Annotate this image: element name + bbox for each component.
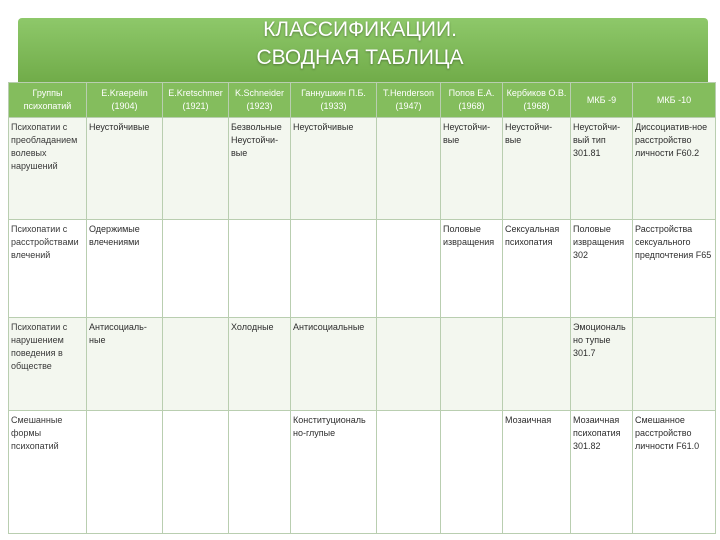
table-cell: Конституциональ но-глупые: [291, 410, 377, 533]
table-cell: Неустойчивые: [291, 118, 377, 220]
table-cell: [163, 410, 229, 533]
table-cell: [291, 220, 377, 317]
table-cell: [163, 317, 229, 410]
table-cell: Эмоциональ но тупые 301.7: [571, 317, 633, 410]
title-line-1: КЛАССИФИКАЦИИ.: [263, 18, 457, 41]
row-label: Смешанные формы психопатий: [9, 410, 87, 533]
table-cell: Неустойчивые: [87, 118, 163, 220]
table-cell: [163, 220, 229, 317]
table-row: [9, 220, 716, 317]
header-cell: K.Schneider (1923): [229, 83, 291, 118]
table-cell: [229, 220, 291, 317]
row-label: Психопатии с нарушением поведения в обществе: [9, 317, 87, 410]
header-cell: МКБ -10: [633, 83, 716, 118]
table-cell: Смешанное расстройство личности F61.0: [633, 410, 716, 533]
table-cell: Одержимые влечениями: [87, 220, 163, 317]
table-row: [9, 317, 716, 410]
table-cell: [163, 118, 229, 220]
table-row: [9, 410, 716, 533]
header-cell: T.Henderson (1947): [377, 83, 441, 118]
table-cell: Сексуальная психопатия: [503, 220, 571, 317]
page-title: [0, 16, 720, 72]
table-cell: Мозаичная: [503, 410, 571, 533]
table-cell: [377, 410, 441, 533]
header-cell: Попов Е.А. (1968): [441, 83, 503, 118]
table-cell: Неустойчи-вые: [503, 118, 571, 220]
table-cell: [441, 317, 503, 410]
header-cell: Кербиков О.В. (1968): [503, 83, 571, 118]
header-cell: Группы психопатий: [9, 83, 87, 118]
table-cell: Расстройства сексуального предпочтения F65: [633, 220, 716, 317]
table-cell: Диссоциатив-ное расстройство личности F60.2: [633, 118, 716, 220]
table-cell: Антисоциаль-ные: [87, 317, 163, 410]
table-cell: Половые извращения 302: [571, 220, 633, 317]
table-cell: Холодные: [229, 317, 291, 410]
table-cell: [503, 317, 571, 410]
table-cell: Антисоциальные: [291, 317, 377, 410]
table-cell: Неустойчи-вый тип 301.81: [571, 118, 633, 220]
header-cell: МКБ -9: [571, 83, 633, 118]
table-cell: [633, 317, 716, 410]
table-cell: Половые извращения: [441, 220, 503, 317]
header-cell: Ганнушкин П.Б. (1933): [291, 83, 377, 118]
table-cell: [377, 118, 441, 220]
table-cell: Неустойчи-вые: [441, 118, 503, 220]
row-label: Психопатии с расстройствами влечений: [9, 220, 87, 317]
header-cell: E.Kretschmer (1921): [163, 83, 229, 118]
title-line-2: СВОДНАЯ ТАБЛИЦА: [256, 46, 464, 69]
header-row: [9, 83, 716, 118]
table-row: [9, 118, 716, 220]
row-label: Психопатии с преобладанием волевых нарушений: [9, 118, 87, 220]
table-cell: [229, 410, 291, 533]
classification-table: [8, 82, 716, 534]
table-cell: Безвольные Неустойчи-вые: [229, 118, 291, 220]
header-cell: E.Kraepelin (1904): [87, 83, 163, 118]
table-cell: [87, 410, 163, 533]
table-cell: [377, 317, 441, 410]
table-cell: Мозаичная психопатия 301.82: [571, 410, 633, 533]
table-cell: [441, 410, 503, 533]
table-cell: [377, 220, 441, 317]
